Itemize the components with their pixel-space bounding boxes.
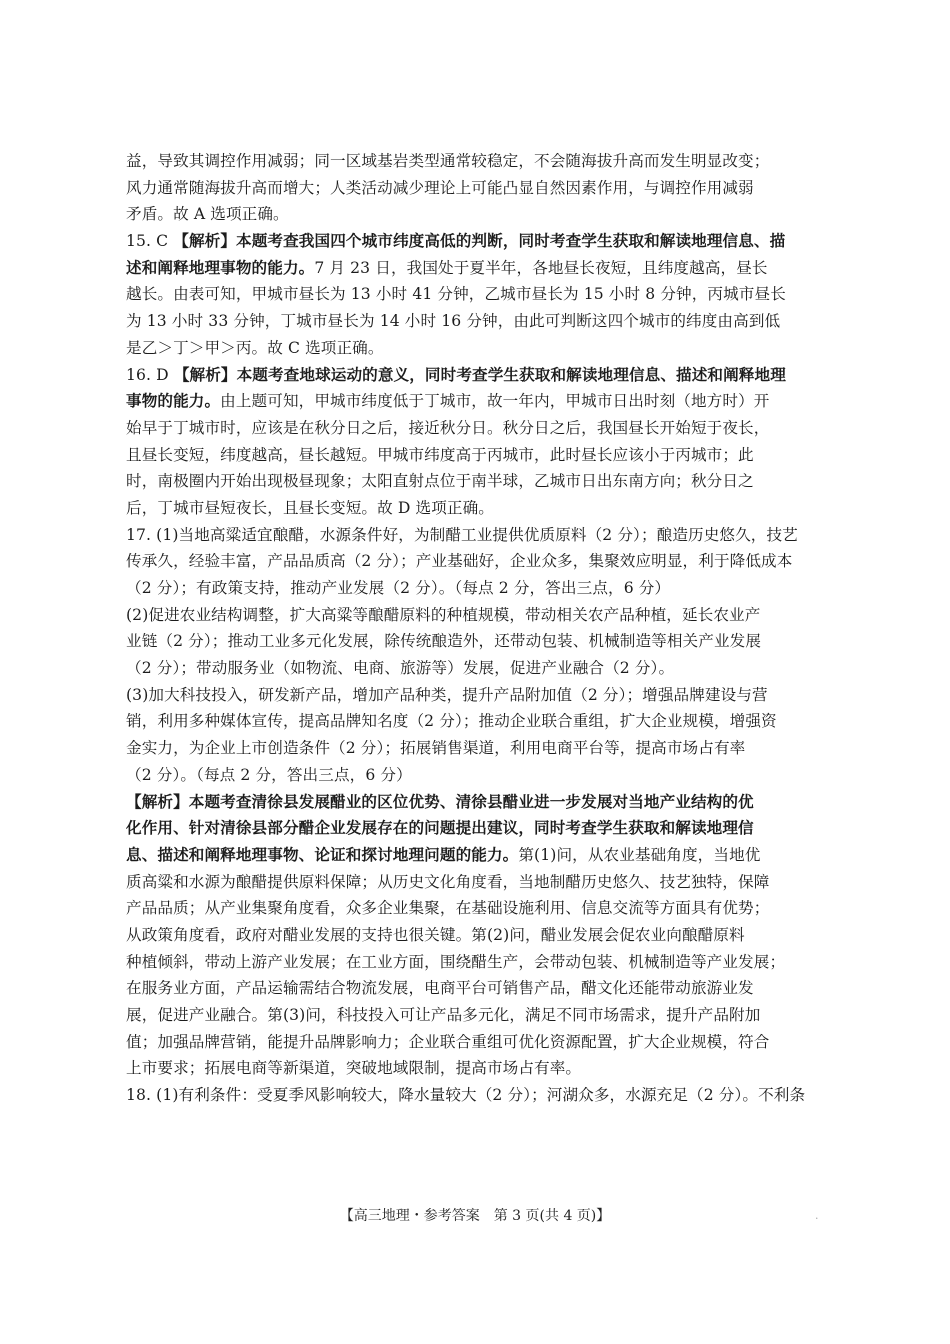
text-line	[126, 388, 828, 415]
text-segment: 传承久，经验丰富，产品品质高（2 分）；产业基础好，企业众多，集聚效应明显，利于降低成本	[126, 552, 793, 571]
text-line	[126, 1002, 828, 1029]
text-line	[126, 335, 828, 362]
text-line	[126, 415, 828, 442]
corner-mark: ·	[815, 1212, 819, 1225]
text-line	[126, 708, 828, 735]
text-segment: 始早于丁城市时，应该是在秋分日之后，接近秋分日。秋分日之后，我国昼长开始短于夜长，	[126, 418, 770, 437]
text-segment: 时，南极圈内开始出现极昼现象；太阳直射点位于南半球，乙城市日出东南方向；秋分日之	[126, 472, 754, 491]
text-line	[126, 735, 828, 762]
text-segment: 风力通常随海拔升高而增大；人类活动减少理论上可能凸显自然因素作用，与调控作用减弱	[126, 178, 754, 197]
bold-text-segment: 【解析】本题考查地球运动的意义，同时考查学生获取和解读地理信息、描述和阐释地理	[173, 364, 786, 384]
text-line	[126, 175, 828, 202]
text-line	[126, 442, 828, 469]
text-segment: 且昼长变短，纬度越高，昼长越短。甲城市纬度高于丙城市，此时昼长应该小于丙城市；此	[126, 445, 754, 464]
text-segment: （2 分）。（每点 2 分，答出三点，6 分）	[126, 765, 412, 784]
text-line	[126, 548, 828, 575]
text-segment: 为 13 小时 33 分钟，丁城市昼长为 14 小时 16 分钟，由此可判断这四个城市的纬度由高到低	[126, 312, 781, 331]
text-segment: (2)促进农业结构调整，扩大高粱等酿醋原料的种植规模，带动相关农产品种植，延长农业产	[126, 605, 761, 624]
text-line	[126, 949, 828, 976]
text-segment: 业链（2 分）；推动工业多元化发展，除传统酿造外，还带动包装、机械制造等相关产业发展	[126, 632, 762, 651]
text-line	[126, 895, 828, 922]
text-segment: 15. C	[126, 232, 174, 251]
bold-text-segment: 息、描述和阐释地理事物、论证和探讨地理问题的能力。	[126, 844, 519, 864]
text-line	[126, 815, 828, 842]
bold-text-segment: 化作用、针对清徐县部分醋企业发展存在的问题提出建议，同时考查学生获取和解读地理信	[126, 818, 754, 838]
text-line	[126, 495, 828, 522]
text-line	[126, 255, 828, 282]
text-line	[126, 228, 828, 255]
text-segment: 益，导致其调控作用减弱；同一区域基岩类型通常较稳定，不会随海拔升高而发生明显改变；	[126, 152, 770, 170]
text-line	[126, 842, 828, 869]
text-line	[126, 602, 828, 629]
text-segment: 值；加强品牌营销，能提升品牌影响力；企业联合重组可优化资源配置，扩大企业规模，符合	[126, 1032, 770, 1051]
text-line	[126, 148, 828, 175]
text-line	[126, 762, 828, 789]
text-segment: 展，促进产业融合。第(3)问，科技投入可让产品多元化，满足不同市场需求，提升产品附加	[126, 1006, 761, 1024]
text-line	[126, 468, 828, 495]
text-segment: 在服务业方面，产品运输需结合物流发展，电商平台可销售产品，醋文化还能带动旅游业发	[126, 979, 754, 998]
text-line	[126, 201, 828, 228]
text-line	[126, 575, 828, 602]
text-segment: 18. (1)有利条件：受夏季风影响较大，降水量较大（2 分）；河湖众多，水源充足（2 分）。不利条	[126, 1086, 806, 1105]
text-segment: 16. D	[126, 365, 174, 384]
text-segment: 质高粱和水源为酿醋提供原料保障；从历史文化角度看，当地制醋历史悠久、技艺独特，保障	[126, 872, 770, 891]
text-segment: 金实力，为企业上市创造条件（2 分）；拓展销售渠道，利用电商平台等，提高市场占有率	[126, 739, 746, 758]
text-segment: （2 分）；有政策支持，推动产业发展（2 分）。（每点 2 分，答出三点，6 分）	[126, 579, 671, 597]
bold-text-segment: 【解析】本题考查清徐县发展醋业的区位优势、清徐县醋业进一步发展对当地产业结构的优	[126, 791, 754, 811]
page-footer: 【高三地理・参考答案 第 3 页(共 4 页)】	[339, 1208, 611, 1224]
text-line	[126, 628, 828, 655]
text-line	[126, 789, 828, 816]
text-line	[126, 869, 828, 896]
text-line	[126, 922, 828, 949]
text-segment: 7 月 23 日，我国处于夏半年，各地昼长夜短，且纬度越高，昼长	[314, 258, 768, 277]
text-line	[126, 682, 828, 709]
text-segment: 越长。由表可知，甲城市昼长为 13 小时 41 分钟，乙城市昼长为 15 小时 8 分钟，丙城市昼长	[126, 285, 786, 304]
bold-text-segment: 【解析】本题考查我国四个城市纬度高低的判断，同时考查学生获取和解读地理信息、描	[173, 231, 786, 251]
text-segment: 上市要求；拓展电商等新渠道，突破地域限制，提高市场占有率。	[126, 1059, 582, 1078]
text-segment: 第(1)问，从农业基础角度，当地优	[518, 845, 761, 864]
text-line	[126, 975, 828, 1002]
text-segment: (3)加大科技投入，研发新产品，增加产品种类，提升产品附加值（2 分）；增强品牌建设与营	[126, 685, 768, 704]
text-line	[126, 655, 828, 682]
text-segment: 是乙＞丁＞甲＞丙。故 C 选项正确。	[126, 338, 384, 357]
text-segment: 由上题可知，甲城市纬度低于丁城市，故一年内，甲城市日出时刻（地方时）开	[220, 392, 770, 411]
text-segment: （2 分）；带动服务业（如物流、电商、旅游等）发展，促进产业融合（2 分）。	[126, 659, 675, 678]
text-line	[126, 362, 828, 389]
text-line	[126, 522, 828, 549]
bold-text-segment: 事物的能力。	[126, 391, 221, 411]
text-line	[126, 1055, 828, 1082]
text-line	[126, 281, 828, 308]
text-segment: 从政策角度看，政府对醋业发展的支持也很关键。第(2)问，醋业发展会促农业向酿醋原料	[126, 925, 745, 944]
text-segment: 后，丁城市昼短夜长，且昼长变短。故 D 选项正确。	[126, 498, 494, 517]
text-line	[126, 308, 828, 335]
answer-text-body	[126, 148, 828, 1109]
text-line	[126, 1029, 828, 1056]
text-segment: 17. (1)当地高粱适宜酿醋，水源条件好，为制醋工业提供优质原料（2 分）；酿造历史悠久，技艺	[126, 525, 798, 544]
text-segment: 销，利用多种媒体宣传，提高品牌知名度（2 分）；推动企业联合重组，扩大企业规模，增强资	[126, 712, 777, 731]
bold-text-segment: 述和阐释地理事物的能力。	[126, 257, 315, 277]
text-line	[126, 1082, 828, 1109]
text-segment: 矛盾。故 A 选项正确。	[126, 205, 289, 224]
text-segment: 种植倾斜，带动上游产业发展；在工业方面，围绕醋生产，会带动包装、机械制造等产业发展；	[126, 952, 786, 971]
text-segment: 产品品质；从产业集聚角度看，众多企业集聚，在基础设施利用、信息交流等方面具有优势；	[126, 899, 770, 918]
